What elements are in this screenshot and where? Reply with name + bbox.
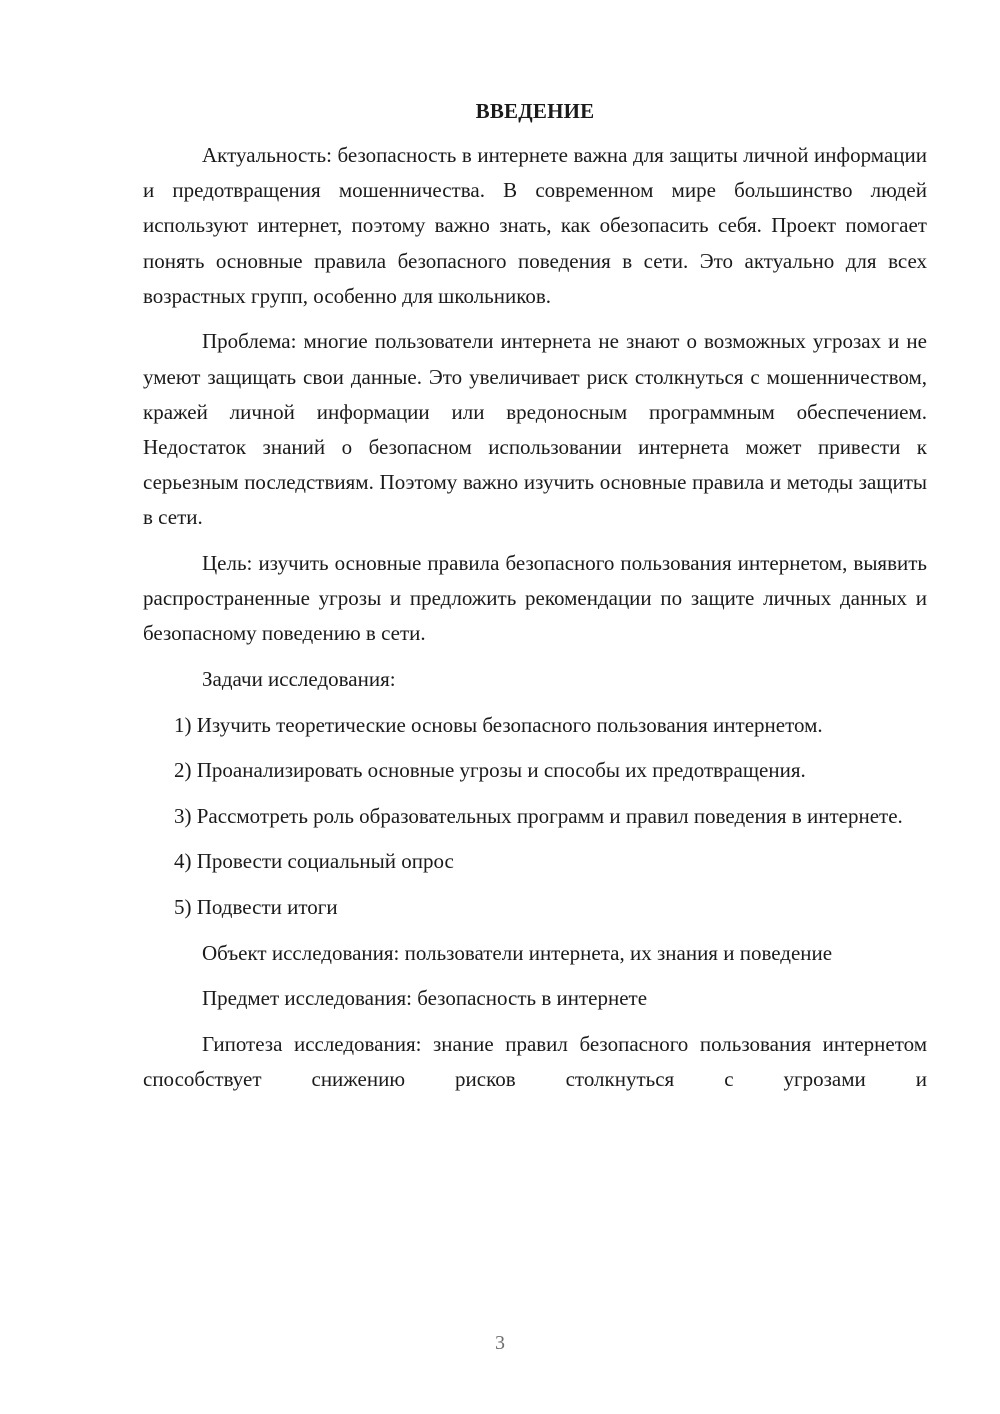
section-title: ВВЕДЕНИЕ [475,99,595,123]
task-item-1: 1) Изучить теоретические основы безопасного пользования интернетом. [174,712,823,737]
task-item-3: 3) Рассмотреть роль образовательных программ и правил поведения в интернете. [174,803,903,828]
paragraph-goal: Цель: изучить основные правила безопасного пользования интернетом, выявить распространенные угрозы и предложить рекомендации по защите личных данных и безопасному поведению в сети. [143,551,927,646]
task-item-5: 5) Подвести итоги [174,894,338,919]
task-item-4: 4) Провести социальный опрос [174,849,454,874]
paragraph-hypothesis: Гипотеза исследования: знание правил безопасного пользования интернетом способствует снижению рисков столкнуться с угрозами и [143,1031,927,1091]
paragraph-subject: Предмет исследования: безопасность в интернете [202,986,648,1011]
paragraph-problem: Проблема: многие пользователи интернета не знают о возможных угрозах и не умеют защищать свои данные. Это увеличивает риск столкнуться с мошенничеством, кражей личной информации или вредоносным программным обеспечением. Недостаток знаний о безопасном использовании интернета может привести к серьезным последствиям. Поэтому важно изучить основные правила и методы защиты в сети. [143,329,927,530]
task-item-2: 2) Проанализировать основные угрозы и способы их предотвращения. [174,758,806,783]
paragraph-relevance: Актуальность: безопасность в интернете важна для защиты личной информации и предотвращения мошенничества. В современном мире большинство людей используют интернет, поэтому важно знать, как обезопасить себя. Проект помогает понять основные правила безопасного поведения в сети. Это актуально для всех возрастных групп, особенно для школьников. [143,143,927,308]
page-number: 3 [495,1332,505,1354]
page-content [143,94,927,1097]
paragraph-object: Объект исследования: пользователи интернета, их знания и поведение [202,940,833,965]
paragraph-tasks-heading: Задачи исследования: [202,667,396,692]
